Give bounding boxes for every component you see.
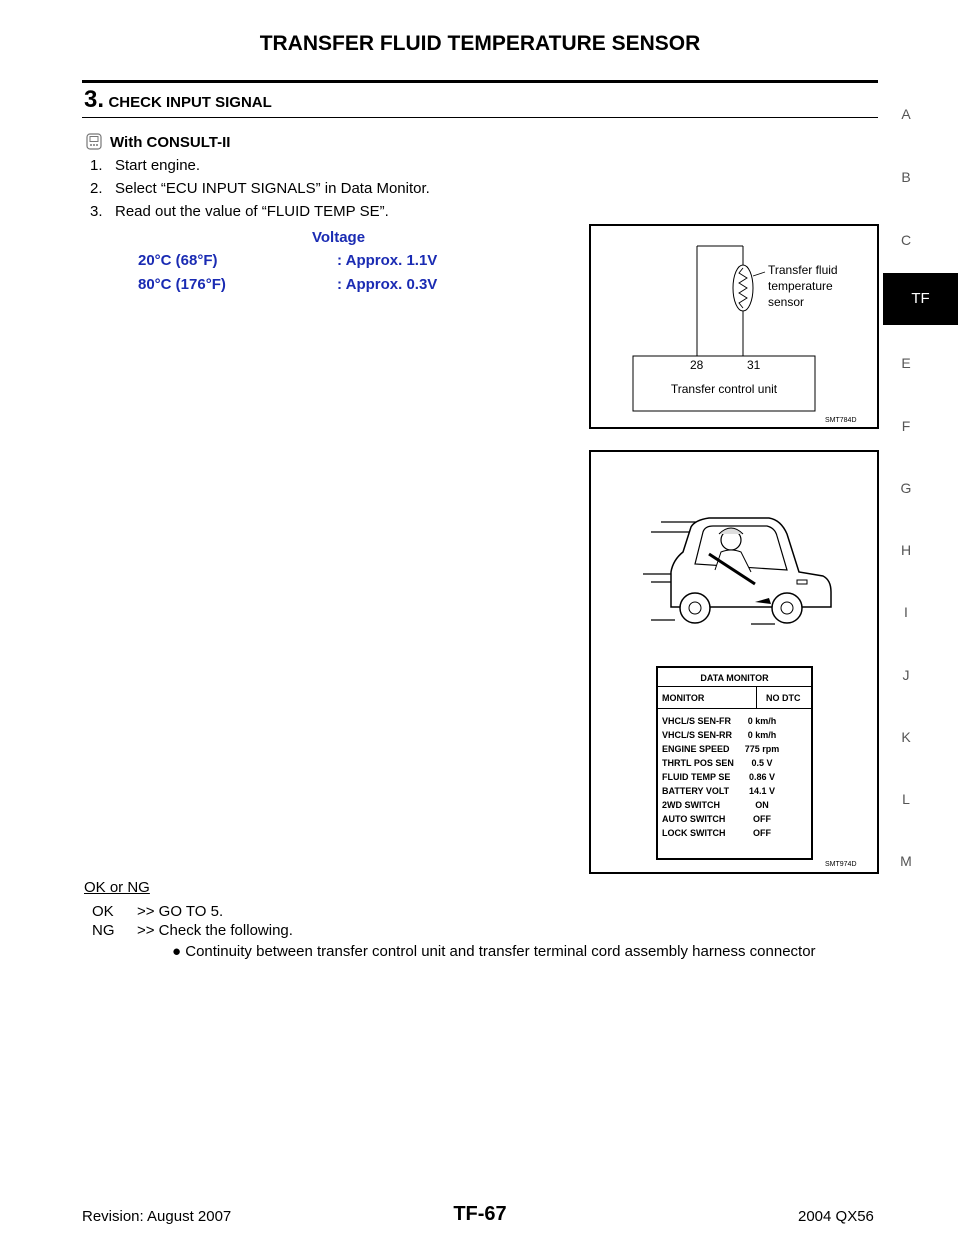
monitor-row: VHCL/S SEN-RR 0 km/h bbox=[662, 730, 777, 740]
monitor-title: DATA MONITOR bbox=[700, 673, 769, 683]
voltage-heading: Voltage bbox=[312, 229, 366, 246]
index-c[interactable]: C bbox=[900, 232, 912, 248]
result-heading: OK or NG bbox=[84, 879, 150, 896]
header-rule bbox=[82, 80, 878, 83]
index-tf-active[interactable]: TF bbox=[883, 273, 958, 325]
index-l[interactable]: L bbox=[902, 791, 910, 807]
index-i[interactable]: I bbox=[904, 604, 908, 620]
index-g[interactable]: G bbox=[900, 480, 912, 496]
monitor-col-divider bbox=[756, 686, 757, 708]
check-bullet: ● Continuity between transfer control unit and transfer terminal cord assembly harness connector bbox=[172, 943, 816, 960]
monitor-row: 2WD SWITCH ON bbox=[662, 800, 769, 810]
page-title: TRANSFER FLUID TEMPERATURE SENSOR bbox=[259, 32, 701, 55]
figure-code: SMT784D bbox=[825, 417, 857, 424]
index-j[interactable]: J bbox=[902, 667, 910, 683]
monitor-row: THRTL POS SEN 0.5 V bbox=[662, 758, 773, 768]
monitor-col-right: NO DTC bbox=[766, 693, 801, 703]
monitor-row: FLUID TEMP SE 0.86 V bbox=[662, 772, 776, 782]
car-illustration bbox=[591, 452, 877, 652]
monitor-row: AUTO SWITCH OFF bbox=[662, 814, 771, 824]
control-unit-label: Transfer control unit bbox=[670, 382, 778, 396]
bullet-icon: ● bbox=[172, 943, 182, 960]
monitor-row: ENGINE SPEED 775 rpm bbox=[662, 744, 780, 754]
monitor-row: BATTERY VOLT 14.1 V bbox=[662, 786, 776, 796]
consult-line bbox=[84, 133, 230, 151]
step-number: 3. bbox=[84, 86, 105, 113]
voltage-value-80: : Approx. 0.3V bbox=[337, 276, 438, 293]
sensor-label: Transfer fluid temperature sensor bbox=[768, 263, 838, 309]
voltage-temp-80: 80°C (176°F) bbox=[138, 276, 226, 293]
instruction-item: 3. Read out the value of “FLUID TEMP SE”. bbox=[90, 203, 389, 220]
terminal-31: 31 bbox=[747, 358, 761, 372]
monitor-divider bbox=[658, 708, 811, 709]
index-b[interactable]: B bbox=[901, 169, 911, 185]
figure-code: SMT974D bbox=[825, 861, 857, 868]
circuit-figure bbox=[589, 224, 879, 429]
step-title: CHECK INPUT SIGNAL bbox=[108, 94, 272, 111]
terminal-28: 28 bbox=[690, 358, 704, 372]
consult-icon bbox=[84, 133, 104, 151]
data-monitor-screen bbox=[656, 666, 813, 860]
result-ok: OK >> GO TO 5. bbox=[92, 903, 224, 920]
index-e[interactable]: E bbox=[901, 355, 911, 371]
voltage-value-20: : Approx. 1.1V bbox=[337, 252, 438, 269]
index-f[interactable]: F bbox=[901, 418, 911, 434]
index-h[interactable]: H bbox=[900, 542, 912, 558]
footer-revision: Revision: August 2007 bbox=[82, 1208, 232, 1225]
monitor-row: VHCL/S SEN-FR 0 km/h bbox=[662, 716, 777, 726]
index-m[interactable]: M bbox=[900, 853, 912, 869]
voltage-temp-20: 20°C (68°F) bbox=[138, 252, 218, 269]
footer-page-number: TF-67 bbox=[453, 1203, 507, 1225]
result-ng: NG >> Check the following. bbox=[92, 922, 293, 939]
consult-label: With CONSULT-II bbox=[110, 133, 231, 151]
index-k[interactable]: K bbox=[901, 729, 911, 745]
instruction-item: 2. Select “ECU INPUT SIGNALS” in Data Monitor. bbox=[90, 180, 430, 197]
circuit-diagram bbox=[591, 226, 877, 427]
monitor-row: LOCK SWITCH OFF bbox=[662, 828, 771, 838]
step-heading bbox=[84, 86, 272, 114]
monitor-divider bbox=[658, 686, 811, 687]
monitor-col-left: MONITOR bbox=[662, 693, 705, 703]
step-rule bbox=[82, 117, 878, 118]
index-a[interactable]: A bbox=[901, 106, 911, 122]
instruction-item: 1. Start engine. bbox=[90, 157, 201, 174]
footer-model: 2004 QX56 bbox=[798, 1208, 874, 1225]
